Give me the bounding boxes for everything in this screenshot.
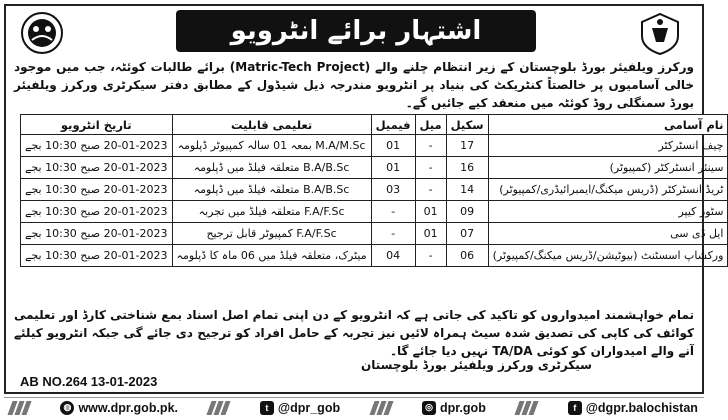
table-row (21, 135, 728, 157)
cell-date: 20-01-2023 صبح 10:30 بجے (21, 179, 173, 201)
footer-stripes-icon (517, 401, 536, 415)
title-banner (176, 10, 536, 52)
header-scale: سکیل (446, 115, 488, 135)
footer-website-text: www.dpr.gob.pk. (78, 400, 178, 415)
footer-bar (4, 397, 704, 417)
vacancy-table (20, 114, 728, 267)
footer-instagram[interactable] (422, 401, 486, 415)
cell-female: 03 (371, 179, 415, 201)
advertisement-reference: AB NO.264 13-01-2023 (20, 374, 158, 389)
cell-male: - (415, 157, 446, 179)
cell-male: - (415, 179, 446, 201)
cell-female: 04 (371, 245, 415, 267)
footer-stripes-icon (372, 401, 391, 415)
workers-welfare-board-logo (16, 10, 68, 56)
cell-male: 01 (415, 201, 446, 223)
footer-website[interactable] (60, 401, 178, 415)
footer-twitter[interactable] (260, 401, 340, 415)
balochistan-government-emblem (634, 10, 686, 56)
cell-male: - (415, 135, 446, 157)
cell-date: 20-01-2023 صبح 10:30 بجے (21, 201, 173, 223)
cell-female: 01 (371, 157, 415, 179)
cell-qualification: F.A/F.Sc متعلقہ فیلڈ میں تجربہ (172, 201, 371, 223)
cell-post: سینئر انسٹرکٹر (کمپیوٹر) (488, 157, 728, 179)
cell-post: ٹریڈ انسٹرکٹر (ڈریس میکنگ/ایمبرائیڈری/کمپیوٹر) (488, 179, 728, 201)
cell-qualification: B.A/B.Sc متعلقہ فیلڈ میں ڈپلومہ (172, 157, 371, 179)
cell-scale: 07 (446, 223, 488, 245)
footer-facebook-text: @dgpr.balochistan (585, 400, 698, 415)
table-row (21, 245, 728, 267)
cell-qualification: M.A/M.Sc بمعہ 01 سالہ کمپیوٹر ڈپلومہ (172, 135, 371, 157)
advertisement-page (4, 4, 724, 394)
globe-icon: ◍ (60, 401, 74, 415)
cell-scale: 06 (446, 245, 488, 267)
footer-stripes-icon (209, 401, 228, 415)
signature-block: سیکرٹری ورکرز ویلفیئر بورڈ بلوچستان (360, 358, 592, 372)
cell-post: سٹور کیپر (488, 201, 728, 223)
table-row (21, 223, 728, 245)
header-qualification: تعلیمی قابلیت (172, 115, 371, 135)
header-interview-date: تاریخ انٹرویو (21, 115, 173, 135)
instructions-paragraph: تمام خواہشمند امیدواروں کو تاکید کی جاتی ہے کہ انٹرویو کے دن اپنی تمام اصل اسناد بمع شناختی کارڈ اور تعلیمی کوائف کی کاپی کی تصدیق شدہ سیٹ ہمراہ لائیں نیز تجربہ کے حامل افراد کو ترجیح دی جائے گی جبکہ انٹرویو کیلئے آنے والے امیدواران کو کوئی TA/DA نہیں دیا جائے گا۔ (14, 308, 694, 358)
cell-post: ایل ڈی سی (488, 223, 728, 245)
page-title: اشتہار برائے انٹرویو (230, 16, 482, 46)
cell-date: 20-01-2023 صبح 10:30 بجے (21, 157, 173, 179)
table-row (21, 201, 728, 223)
footer-stripes-icon (10, 401, 29, 415)
cell-date: 20-01-2023 صبح 10:30 بجے (21, 223, 173, 245)
instagram-icon: ◎ (422, 401, 436, 415)
footer-twitter-text: @dpr_gob (277, 400, 341, 415)
cell-scale: 09 (446, 201, 488, 223)
cell-post: چیف انسٹرکٹر (488, 135, 728, 157)
table-row (21, 179, 728, 201)
cell-qualification: میٹرک، متعلقہ فیلڈ میں 06 ماہ کا ڈپلومہ (172, 245, 371, 267)
twitter-icon: t (260, 401, 274, 415)
footer-instagram-text: dpr.gob (440, 400, 486, 415)
table-row (21, 157, 728, 179)
cell-date: 20-01-2023 صبح 10:30 بجے (21, 135, 173, 157)
table-header-row (21, 115, 728, 135)
cell-qualification: B.A/B.Sc متعلقہ فیلڈ میں ڈپلومہ (172, 179, 371, 201)
cell-female: - (371, 223, 415, 245)
intro-paragraph: ورکرز ویلفیئر بورڈ بلوچستان کے زیر انتظام چلنے والے (Matric-Tech Project) برائے طالبات کوئٹہ، جب میں موجود خالی آسامیوں پر خالصتاً کنٹریکٹ کی بنیاد پر انٹرویو مندرجہ ذیل شیڈول کے مطابق دفتر سیکرٹری ورکرز ویلفیئر بورڈ سمنگلی روڈ کوئٹہ میں منعقد کیے جائیں گے۔ (14, 60, 694, 110)
cell-scale: 16 (446, 157, 488, 179)
footer-facebook[interactable] (568, 401, 698, 415)
facebook-icon: f (568, 401, 582, 415)
header-female: فیمیل (371, 115, 415, 135)
cell-scale: 14 (446, 179, 488, 201)
cell-female: - (371, 201, 415, 223)
header-post: نام آسامی (488, 115, 728, 135)
cell-male: 01 (415, 223, 446, 245)
cell-female: 01 (371, 135, 415, 157)
cell-post: ورکشاپ اسسٹنٹ (بیوٹیشن/ڈریس میکنگ/کمپیوٹر) (488, 245, 728, 267)
cell-qualification: F.A/F.Sc کمپیوٹر قابل ترجیح (172, 223, 371, 245)
cell-scale: 17 (446, 135, 488, 157)
cell-male: - (415, 245, 446, 267)
cell-date: 20-01-2023 صبح 10:30 بجے (21, 245, 173, 267)
header-male: میل (415, 115, 446, 135)
